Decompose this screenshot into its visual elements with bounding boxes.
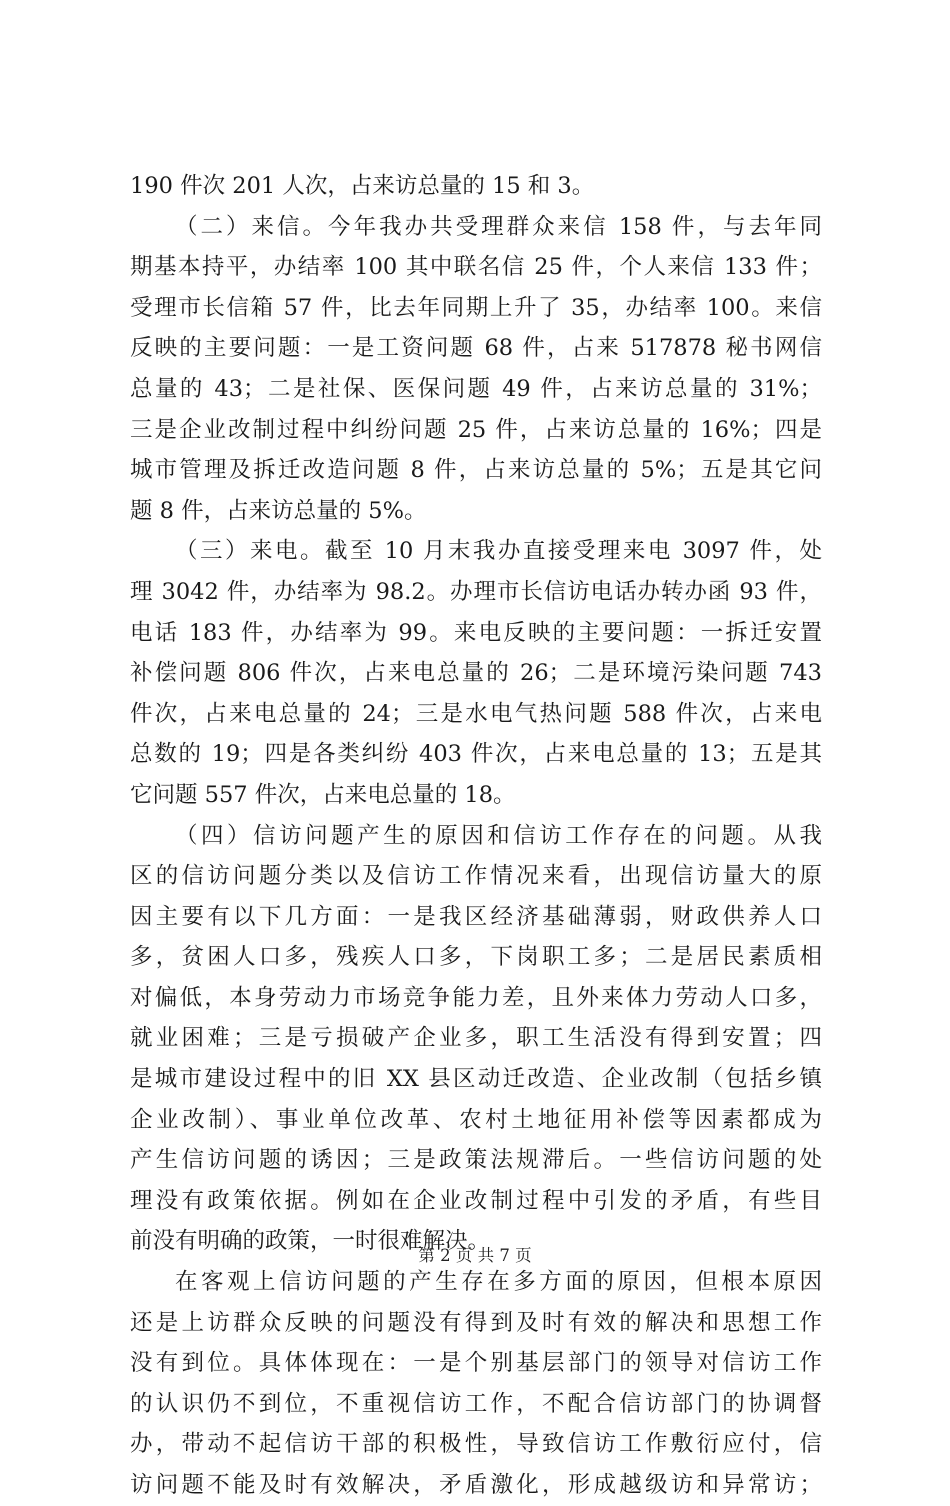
text-line: 它问题 557 件次，占来电总量的 18。 xyxy=(130,781,516,808)
page-number-footer: 第 2 页 共 7 页 xyxy=(418,1246,532,1265)
text-line: 理 3042 件，办结率为 98.2。办理市长信访电话办转办函 93 件， xyxy=(130,578,822,605)
text-line: 题 8 件，占来访总量的 5%。 xyxy=(130,497,427,524)
text-line: 补偿问题 806 件次，占来电总量的 26；二是环境污染问题 743 xyxy=(130,660,822,687)
text-line: （三）来电。截至 10 月末我办直接受理来电 3097 件，处 xyxy=(175,538,822,565)
text-line: 因主要有以下几方面：一是我区经济基础薄弱，财政供养人口 xyxy=(130,903,822,930)
text-line: 是城市建设过程中的旧 XX 县区动迁改造、企业改制（包括乡镇 xyxy=(130,1066,822,1093)
text-line: 办，带动不起信访干部的积极性，导致信访工作敷衍应付，信 xyxy=(130,1431,822,1458)
text-line: 区的信访问题分类以及信访工作情况来看，出现信访量大的原 xyxy=(130,863,822,890)
text-line: 件次，占来电总量的 24；三是水电气热问题 588 件次，占来电 xyxy=(130,700,822,727)
text-line: 在客观上信访问题的产生存在多方面的原因，但根本原因 xyxy=(175,1269,822,1296)
text-line: 产生信访问题的诱因；三是政策法规滞后。一些信访问题的处 xyxy=(130,1147,822,1174)
text-line: 多，贫困人口多，残疾人口多，下岗职工多；二是居民素质相 xyxy=(130,944,822,971)
text-line: 企业改制）、事业单位改革、农村土地征用补偿等因素都成为 xyxy=(130,1106,822,1133)
text-line: （二）来信。今年我办共受理群众来信 158 件，与去年同 xyxy=(175,213,822,240)
text-line: 受理市长信箱 57 件，比去年同期上升了 35，办结率 100。来信 xyxy=(130,294,822,321)
text-line: 没有到位。具体体现在：一是个别基层部门的领导对信访工作 xyxy=(130,1350,822,1377)
text-line: 反映的主要问题：一是工资问题 68 件，占来 517878 秘书网信 xyxy=(130,335,822,362)
text-line: 电话 183 件，办结率为 99。来电反映的主要问题：一拆迁安置 xyxy=(130,619,822,646)
text-line: 访问题不能及时有效解决，矛盾激化，形成越级访和异常访； xyxy=(130,1472,822,1498)
text-line: 就业困难；三是亏损破产企业多，职工生活没有得到安置；四 xyxy=(130,1025,822,1052)
text-line: 还是上访群众反映的问题没有得到及时有效的解决和思想工作 xyxy=(130,1309,822,1336)
text-line: 三是企业改制过程中纠纷问题 25 件，占来访总量的 16%；四是 xyxy=(130,416,822,443)
text-line: 前没有明确的政策，一时很难解决。 xyxy=(130,1228,491,1255)
text-line: （四）信访问题产生的原因和信访工作存在的问题。从我 xyxy=(175,822,822,849)
text-line: 190 件次 201 人次，占来访总量的 15 和 3。 xyxy=(130,173,595,199)
text-line: 期基本持平，办结率 100 其中联名信 25 件，个人来信 133 件； xyxy=(130,254,822,281)
text-line: 的认识仍不到位，不重视信访工作，不配合信访部门的协调督 xyxy=(130,1390,822,1417)
document-body xyxy=(130,166,822,1506)
text-line: 总量的 43；二是社保、医保问题 49 件，占来访总量的 31%； xyxy=(130,375,822,402)
text-line: 理没有政策依据。例如在企业改制过程中引发的矛盾，有些目 xyxy=(130,1187,822,1214)
text-line: 城市管理及拆迁改造问题 8 件，占来访总量的 5%；五是其它问 xyxy=(130,457,822,484)
text-line: 对偏低，本身劳动力市场竞争能力差，且外来体力劳动人口多， xyxy=(130,984,822,1011)
text-line: 总数的 19；四是各类纠纷 403 件次，占来电总量的 13；五是其 xyxy=(130,741,822,768)
